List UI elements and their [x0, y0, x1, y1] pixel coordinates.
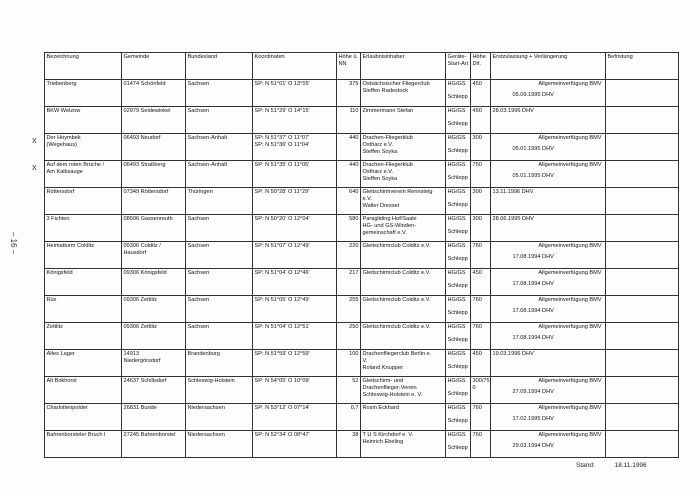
cell-befristung [606, 80, 679, 107]
gemeinde-line: 08606 Gassenreuth [123, 216, 173, 222]
cell-befristung [606, 296, 679, 323]
inhaber-line: Steffen Soyka [362, 176, 398, 182]
cell-koordinaten [253, 80, 337, 107]
cell-hoehe-dif: 300 [471, 188, 491, 215]
cell-gemeinde [122, 188, 186, 215]
cell-hoehe-dif: 760 [471, 242, 491, 269]
cell-koordinaten [253, 242, 337, 269]
startart-line: Schlepp [447, 337, 468, 343]
inhaber-line: Drachen-Fliegerklub [362, 162, 413, 168]
cell-hoehe: 52 [337, 377, 361, 404]
startart-line: Schlepp [447, 310, 468, 316]
cell-erlaubnisinhaber [361, 107, 446, 134]
allgemeinverfuegung-text: Allgemeinverfügung BMV [538, 162, 602, 168]
cell-hoehe: 440 [337, 161, 361, 188]
cell-bezeichnung [45, 215, 122, 242]
gemeinde-line: Niedergörsdorf [123, 358, 161, 364]
gemeinde-line: 14913 [123, 351, 140, 357]
inhaber-line: Gleitschirmclub Colditz e.V. [362, 324, 431, 330]
zulassung-date: 28.06.1995 DHV [492, 216, 534, 222]
cell-bundesland: Brandenburg [186, 350, 253, 377]
bezeichnung-line: Zettlitz [46, 324, 63, 330]
cell-befristung [606, 107, 679, 134]
inhaber-line: Rosin Eckhard [362, 405, 399, 411]
startart-line: HG/GS [447, 405, 466, 411]
page-number: – 16 – [9, 232, 18, 255]
cell-bezeichnung [45, 269, 122, 296]
zulassung-date: 17.08.1994 DHV [512, 308, 554, 314]
gemeinde-line: Hausdorf [123, 250, 147, 256]
cell-koordinaten [253, 350, 337, 377]
cell-startart [446, 242, 471, 269]
inhaber-line: e.V. [362, 196, 372, 202]
cell-erstzulassung [491, 377, 606, 404]
gemeinde-line: 01474 Schönfeld [123, 81, 166, 87]
gemeinde-line: 06493 Neudorf [123, 135, 161, 141]
inhaber-line: Ostharz e.V. [362, 142, 394, 148]
koordinaten-line: SP: N 51°04' O 12°51' [254, 324, 310, 330]
allgemeinverfuegung-text: Allgemeinverfügung BMV [538, 297, 602, 303]
inhaber-line: Gleitschirm- und [362, 378, 404, 384]
cell-erstzulassung [491, 215, 606, 242]
startart-line: Schlepp [447, 148, 468, 154]
startart-line: HG/GS [447, 81, 466, 87]
startart-line: Schlepp [447, 94, 468, 100]
cell-bundesland: Niedersachsen [186, 431, 253, 458]
startart-line: HG/GS [447, 243, 466, 249]
cell-startart [446, 80, 471, 107]
cell-koordinaten [253, 134, 337, 161]
bezeichnung-line: (Wegehaus) [46, 142, 77, 148]
startart-line: Schlepp [447, 229, 468, 235]
allgemeinverfuegung-text: Allgemeinverfügung BMV [538, 324, 602, 330]
cell-koordinaten [253, 377, 337, 404]
cell-startart [446, 404, 471, 431]
cell-gemeinde [122, 80, 186, 107]
startart-line: Schlepp [447, 391, 468, 397]
cell-hoehe: 440 [337, 134, 361, 161]
koordinaten-line: SP: N 51°05' O 12°49' [254, 297, 310, 303]
cell-bundesland: Sachsen [186, 215, 253, 242]
cell-gemeinde [122, 134, 186, 161]
cell-erlaubnisinhaber [361, 431, 446, 458]
koordinaten-line: SP: N 51°36' O 11°04' [254, 142, 310, 148]
zulassung-date: 29.03.1994 DHV [512, 443, 554, 449]
column-header: Bezeichnung [45, 53, 122, 80]
inhaber-line: Gleitschirmclub Colditz e.V. [362, 243, 431, 249]
column-header: Erlaubnisinhaber [361, 53, 446, 80]
bezeichnung-line: Charlottenpolder [46, 405, 88, 411]
gemeinde-line: 07349 Röttersdorf [123, 189, 169, 195]
cell-hoehe-dif: 450 [471, 107, 491, 134]
cell-bundesland: Schleswig-Holstein [186, 377, 253, 404]
cell-bundesland: Sachsen [186, 269, 253, 296]
table-row [45, 134, 679, 161]
airfield-table [44, 52, 679, 458]
startart-line: HG/GS [447, 324, 466, 330]
cell-befristung [606, 188, 679, 215]
cell-erstzulassung [491, 188, 606, 215]
table-row [45, 431, 679, 458]
gemeinde-line: 27245 Bahrenborstel [123, 432, 176, 438]
column-header: Bundesland [186, 53, 253, 80]
allgemeinverfuegung-text: Allgemeinverfügung BMV [538, 81, 602, 87]
row-marker: X [32, 137, 37, 145]
bezeichnung-line: Bahrenborsteler Bruch I [46, 432, 106, 438]
cell-bundesland: Thüringen [186, 188, 253, 215]
startart-line: HG/GS [447, 270, 466, 276]
bezeichnung-line: Königsfeld [46, 270, 73, 276]
bezeichnung-line: BKW Welzow [46, 108, 81, 114]
startart-line: HG/GS [447, 378, 466, 384]
cell-gemeinde [122, 296, 186, 323]
cell-hoehe: 38 [337, 431, 361, 458]
cell-erstzulassung [491, 404, 606, 431]
cell-gemeinde [122, 161, 186, 188]
cell-bezeichnung [45, 80, 122, 107]
zulassung-date: 05.01.1995 DHV [512, 173, 554, 179]
koordinaten-line: SP: N 53°12' O 07°14' [254, 405, 310, 411]
cell-erstzulassung [491, 161, 606, 188]
startart-line: Schlepp [447, 283, 468, 289]
cell-gemeinde [122, 215, 186, 242]
koordinaten-line: SP: N 52°34' O 08°47' [254, 432, 310, 438]
inhaber-line: T U S Kirchdorf e. V. [362, 432, 414, 438]
column-header: Koordinaten [253, 53, 337, 80]
table-row [45, 161, 679, 188]
cell-gemeinde [122, 269, 186, 296]
cell-bundesland: Sachsen [186, 80, 253, 107]
cell-befristung [606, 242, 679, 269]
cell-bundesland: Sachsen [186, 296, 253, 323]
inhaber-line: Ostharz e.V. [362, 169, 394, 175]
cell-startart [446, 377, 471, 404]
cell-hoehe: 580 [337, 215, 361, 242]
cell-gemeinde [122, 404, 186, 431]
table-row [45, 269, 679, 296]
startart-line: HG/GS [447, 189, 466, 195]
cell-hoehe-dif: 750 [471, 161, 491, 188]
cell-hoehe: 250 [337, 323, 361, 350]
cell-hoehe: 375 [337, 80, 361, 107]
cell-hoehe-dif: 760 [471, 323, 491, 350]
row-marker: X [32, 164, 37, 172]
inhaber-line: gemeinschaft e.V. [362, 230, 407, 236]
cell-startart [446, 215, 471, 242]
table-row [45, 107, 679, 134]
cell-erlaubnisinhaber [361, 80, 446, 107]
table-row [45, 80, 679, 107]
gemeinde-line: 09306 Zettlitz [123, 297, 158, 303]
table-row [45, 323, 679, 350]
cell-koordinaten [253, 215, 337, 242]
zulassung-date: 27.09.1994 DHV [512, 389, 554, 395]
gemeinde-line: 09306 Königsfeld [123, 270, 167, 276]
cell-befristung [606, 323, 679, 350]
bezeichnung-line: Am Kalbsauge [46, 169, 83, 175]
cell-koordinaten [253, 404, 337, 431]
gemeinde-line: 24637 Schillsdorf [123, 378, 167, 384]
gemeinde-line: 06493 Straßberg [123, 162, 166, 168]
cell-befristung [606, 134, 679, 161]
cell-bezeichnung [45, 242, 122, 269]
inhaber-line: Gleitschirmclub Colditz e.V. [362, 270, 431, 276]
cell-bezeichnung [45, 350, 122, 377]
table-row [45, 188, 679, 215]
inhaber-line: Gleitschirmverein Rennsteig [362, 189, 433, 195]
cell-startart [446, 350, 471, 377]
bezeichnung-line: 3 Fichten [46, 216, 70, 222]
cell-befristung [606, 269, 679, 296]
cell-koordinaten [253, 269, 337, 296]
cell-erstzulassung [491, 80, 606, 107]
cell-hoehe-dif: 760 [471, 404, 491, 431]
inhaber-line: Heinrich Ebeling [362, 439, 404, 445]
startart-line: Schlepp [447, 364, 468, 370]
cell-startart [446, 323, 471, 350]
cell-hoehe: 110 [337, 107, 361, 134]
bezeichnung-line: Triebenberg [46, 81, 77, 87]
table-row [45, 404, 679, 431]
stand-label: Stand: [576, 462, 595, 469]
cell-erlaubnisinhaber [361, 323, 446, 350]
column-header: Befristung [606, 53, 679, 80]
startart-line: HG/GS [447, 135, 466, 141]
cell-gemeinde [122, 323, 186, 350]
cell-erlaubnisinhaber [361, 188, 446, 215]
inhaber-line: Paragliding Hof/Saale [362, 216, 417, 222]
cell-koordinaten [253, 296, 337, 323]
koordinaten-line: SP: N 51°35' O 11°05' [254, 162, 310, 168]
cell-erstzulassung [491, 134, 606, 161]
cell-erlaubnisinhaber [361, 269, 446, 296]
cell-befristung [606, 431, 679, 458]
startart-line: HG/GS [447, 297, 466, 303]
inhaber-line: Gleitschirmclub Colditz e.V. [362, 297, 431, 303]
cell-startart [446, 431, 471, 458]
cell-hoehe-dif: 450 [471, 269, 491, 296]
inhaber-line: Drachen-Fliegerklub [362, 135, 413, 141]
cell-erlaubnisinhaber [361, 161, 446, 188]
cell-gemeinde [122, 350, 186, 377]
zulassung-date: 13.11.1996 DHV [492, 189, 534, 195]
startart-line: Schlepp [447, 121, 468, 127]
stand-line [576, 462, 665, 469]
zulassung-date: 17.08.1994 DHV [512, 281, 554, 287]
cell-hoehe: 100 [337, 350, 361, 377]
cell-bundesland: Sachsen-Anhalt [186, 134, 253, 161]
cell-koordinaten [253, 107, 337, 134]
stand-date: 18.11.1996 [614, 462, 647, 469]
cell-erstzulassung [491, 269, 606, 296]
allgemeinverfuegung-text: Allgemeinverfügung BMV [538, 405, 602, 411]
cell-hoehe: 220 [337, 242, 361, 269]
startart-line: HG/GS [447, 108, 466, 114]
koordinaten-line: SP: N 51°04' O 12°46' [254, 270, 310, 276]
inhaber-line: V. [362, 358, 368, 364]
cell-koordinaten [253, 431, 337, 458]
gemeinde-line: 26831 Bunde [123, 405, 157, 411]
cell-hoehe: 217 [337, 269, 361, 296]
cell-koordinaten [253, 161, 337, 188]
zulassung-date: 05.09.1995 DHV [512, 92, 554, 98]
koordinaten-line: SP: N 51°37' O 11°07' [254, 135, 310, 141]
bezeichnung-line: Heimatturm Colditz [46, 243, 95, 249]
inhaber-line: Schleswig-Holstein e. V. [362, 392, 423, 398]
cell-erlaubnisinhaber [361, 404, 446, 431]
cell-bezeichnung [45, 404, 122, 431]
inhaber-line: Drachenflieger-Verein [362, 385, 417, 391]
table-row [45, 296, 679, 323]
column-header: Höhe ü. NN [337, 53, 361, 80]
cell-bundesland: Niedersachsen [186, 404, 253, 431]
cell-erstzulassung [491, 431, 606, 458]
startart-line: Schlepp [447, 256, 468, 262]
cell-bezeichnung [45, 296, 122, 323]
cell-hoehe-dif: 760 [471, 296, 491, 323]
column-header: Erstzulassung + Verlängerung [491, 53, 606, 80]
koordinaten-line: SP: N 51°29' O 14°15' [254, 108, 310, 114]
cell-hoehe: 640 [337, 188, 361, 215]
cell-befristung [606, 215, 679, 242]
cell-gemeinde [122, 107, 186, 134]
cell-erlaubnisinhaber [361, 134, 446, 161]
bezeichnung-line: Röttersdorf [46, 189, 75, 195]
cell-erstzulassung [491, 107, 606, 134]
cell-erlaubnisinhaber [361, 215, 446, 242]
cell-koordinaten [253, 188, 337, 215]
cell-erstzulassung [491, 242, 606, 269]
table-row [45, 350, 679, 377]
cell-hoehe: 255 [337, 296, 361, 323]
gemeinde-line: 09306 Zettlitz [123, 324, 158, 330]
startart-line: HG/GS [447, 162, 466, 168]
cell-bezeichnung [45, 188, 122, 215]
bezeichnung-line: Auf dem roten Bruche / [46, 162, 105, 168]
inhaber-line: Walter Dressel [362, 203, 399, 209]
cell-bezeichnung [45, 431, 122, 458]
cell-bezeichnung [45, 107, 122, 134]
bezeichnung-line: Der Hoymbek [46, 135, 81, 141]
koordinaten-line: SP: N 51°59' O 12°59' [254, 351, 310, 357]
allgemeinverfuegung-text: Allgemeinverfügung BMV [538, 135, 602, 141]
cell-hoehe-dif: 450 [471, 80, 491, 107]
cell-erlaubnisinhaber [361, 377, 446, 404]
cell-befristung [606, 404, 679, 431]
cell-hoehe-dif: 760 [471, 431, 491, 458]
startart-line: HG/GS [447, 351, 466, 357]
inhaber-line: Roland Knupper [362, 365, 403, 371]
zulassung-date: 19.03.1996 DHV [492, 351, 534, 357]
koordinaten-line: SP: N 50°20' O 12°04' [254, 216, 310, 222]
cell-gemeinde [122, 431, 186, 458]
startart-line: Schlepp [447, 202, 468, 208]
cell-bundesland: Sachsen-Anhalt [186, 161, 253, 188]
bezeichnung-line: Altes Lager [46, 351, 75, 357]
cell-erlaubnisinhaber [361, 296, 446, 323]
cell-startart [446, 296, 471, 323]
koordinaten-line: SP: N 51°07' O 12°49' [254, 243, 310, 249]
gemeinde-line: 09306 Colditz / [123, 243, 161, 249]
koordinaten-line: SP: N 54°05' O 10°09' [254, 378, 310, 384]
cell-gemeinde [122, 377, 186, 404]
cell-bezeichnung [45, 377, 122, 404]
inhaber-line: Steffen Soyka [362, 149, 398, 155]
zulassung-date: 17.08.1994 DHV [512, 254, 554, 260]
cell-bezeichnung [45, 134, 122, 161]
zulassung-date: 05.01.1995 DHV [512, 146, 554, 152]
zulassung-date: 17.02.1995 DHV [512, 416, 554, 422]
inhaber-line: Zimmermann Stefan [362, 108, 414, 114]
allgemeinverfuegung-text: Allgemeinverfügung BMV [538, 243, 602, 249]
gemeinde-line: 02979 Seidewinkel [123, 108, 171, 114]
cell-startart [446, 107, 471, 134]
allgemeinverfuegung-text: Allgemeinverfügung BMV [538, 378, 602, 384]
koordinaten-line: SP: N 50°28' O 11°29' [254, 189, 310, 195]
bezeichnung-line: Alt Bokhorst [46, 378, 77, 384]
cell-bezeichnung [45, 323, 122, 350]
cell-startart [446, 188, 471, 215]
cell-bundesland: Sachsen [186, 107, 253, 134]
table-row [45, 215, 679, 242]
cell-bundesland: Sachsen [186, 242, 253, 269]
table-row [45, 242, 679, 269]
cell-hoehe: 0,7 [337, 404, 361, 431]
allgemeinverfuegung-text: Allgemeinverfügung BMV [538, 432, 602, 438]
cell-erstzulassung [491, 296, 606, 323]
inhaber-line: Ostsächsischer Fliegerclub [362, 81, 430, 87]
column-header: Höhe Dif. [471, 53, 491, 80]
cell-befristung [606, 377, 679, 404]
startart-line: HG/GS [447, 216, 466, 222]
cell-koordinaten [253, 323, 337, 350]
cell-erstzulassung [491, 323, 606, 350]
inhaber-line: Drachenfliegerclub Berlin e. [362, 351, 432, 357]
cell-hoehe-dif: 450 [471, 350, 491, 377]
column-header: Gemeinde [122, 53, 186, 80]
table-row [45, 377, 679, 404]
cell-bezeichnung [45, 161, 122, 188]
cell-startart [446, 161, 471, 188]
startart-line: Schlepp [447, 445, 468, 451]
startart-line: HG/GS [447, 432, 466, 438]
cell-hoehe-dif: 300/75 0 [471, 377, 491, 404]
cell-befristung [606, 161, 679, 188]
table-header-row [45, 53, 679, 80]
column-header: Geräte-Start-Art [446, 53, 471, 80]
cell-erlaubnisinhaber [361, 350, 446, 377]
allgemeinverfuegung-text: Allgemeinverfügung BMV [538, 270, 602, 276]
inhaber-line: HG- und GS-Winden- [362, 223, 416, 229]
cell-hoehe-dif: 300 [471, 134, 491, 161]
cell-startart [446, 134, 471, 161]
cell-bundesland: Sachsen [186, 323, 253, 350]
zulassung-date: 17.08.1994 DHV [512, 335, 554, 341]
cell-hoehe-dif: 300 [471, 215, 491, 242]
bezeichnung-line: Rüx [46, 297, 57, 303]
cell-startart [446, 269, 471, 296]
koordinaten-line: SP: N 51°01' O 13°55' [254, 81, 310, 87]
startart-line: Schlepp [447, 175, 468, 181]
cell-erstzulassung [491, 350, 606, 377]
cell-erlaubnisinhaber [361, 242, 446, 269]
inhaber-line: Steffen Radestock [362, 88, 409, 94]
cell-gemeinde [122, 242, 186, 269]
startart-line: Schlepp [447, 418, 468, 424]
cell-befristung [606, 350, 679, 377]
zulassung-date: 28.03.1996 DHV [492, 108, 534, 114]
